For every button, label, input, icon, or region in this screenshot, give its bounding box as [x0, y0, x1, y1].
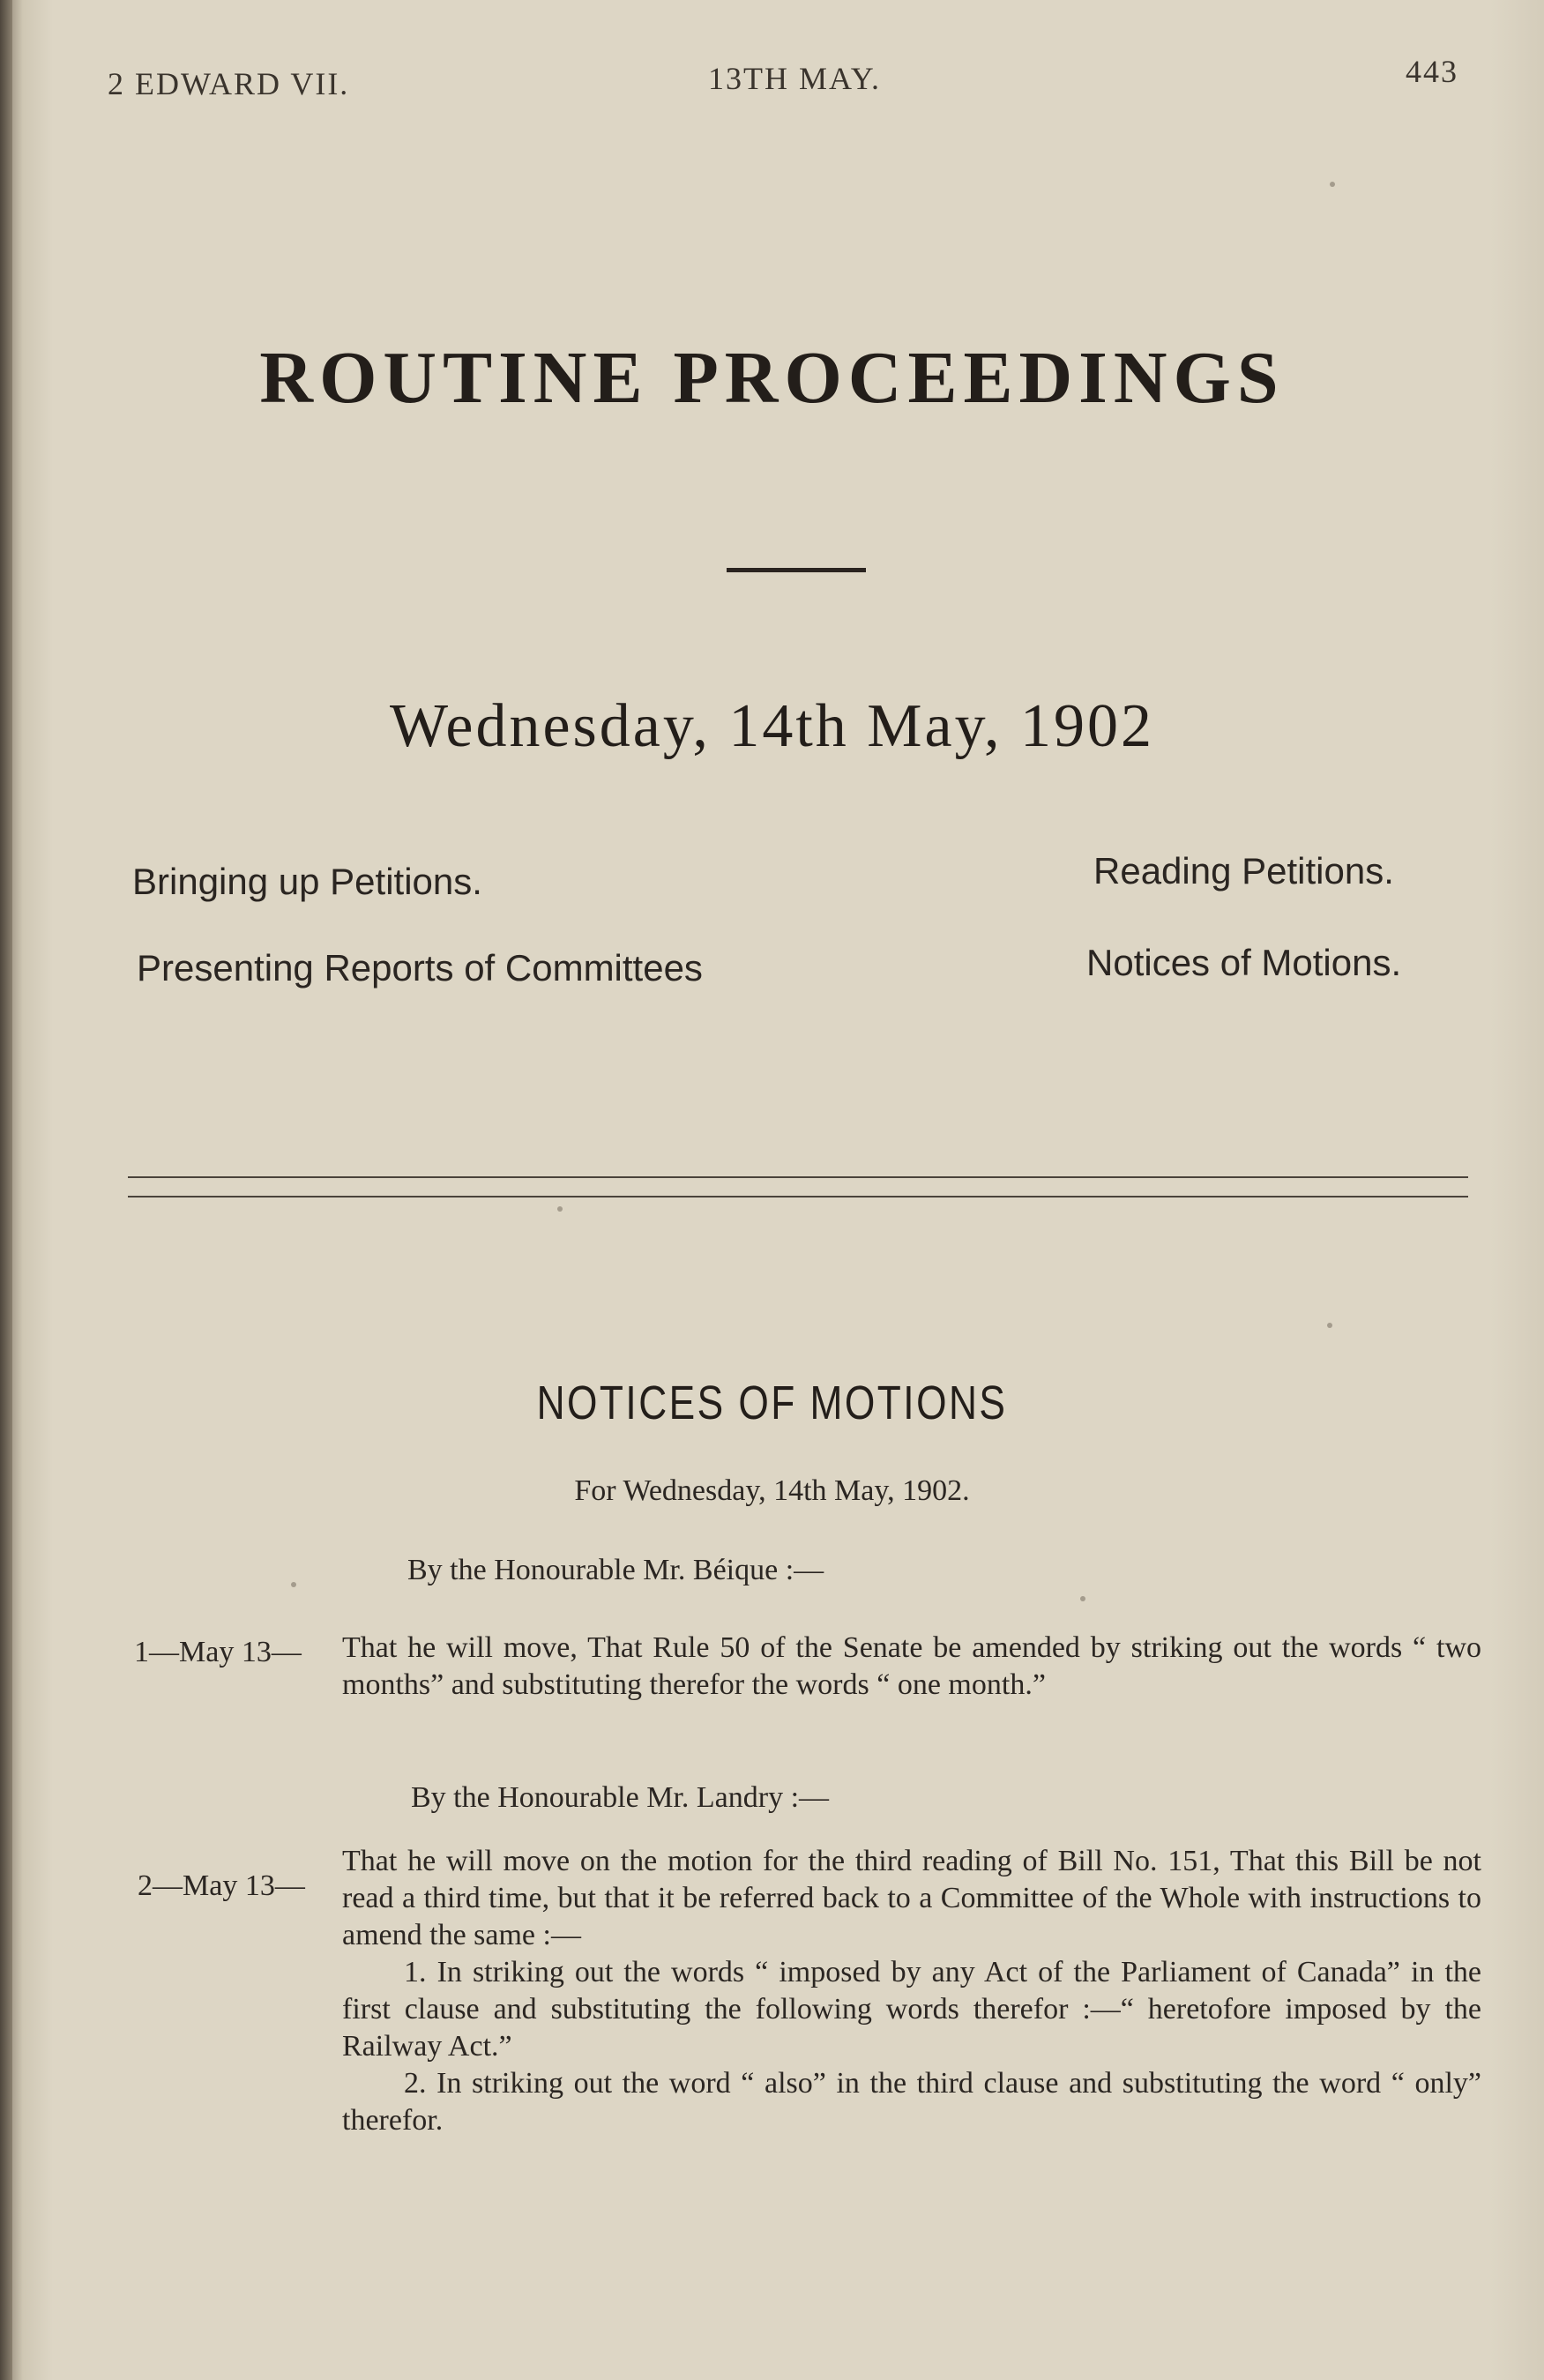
motion-2-text [342, 1843, 1481, 2139]
notices-for-date: For Wednesday, 14th May, 1902. [574, 1474, 970, 1507]
page-title: ROUTINE PROCEEDINGS [259, 337, 1285, 419]
paper-speck [1330, 182, 1335, 187]
routine-item-notices-of-motions: Notices of Motions. [1086, 942, 1402, 983]
motion-1-text [342, 1630, 1481, 1704]
section-rule-top [128, 1176, 1468, 1178]
sitting-date: Wednesday, 14th May, 1902 [389, 692, 1155, 760]
motion-1-mover: By the Honourable Mr. Béique :— [407, 1554, 824, 1586]
routine-item-reading-petitions: Reading Petitions. [1093, 850, 1394, 892]
motion-2-mover: By the Honourable Mr. Landry :— [411, 1781, 830, 1814]
motion-2-paragraph-intro: That he will move on the motion for the third reading of Bill No. 151, That this Bill be not read a third time, but that it be referred back to a Committee of the Whole with instructions to amend the same :— [342, 1845, 1481, 1951]
motion-2-paragraph-item-2: 2. In striking out the word “ also” in the third clause and substituting the word “ only” therefor. [342, 2067, 1481, 2137]
paper-speck [557, 1206, 563, 1212]
running-head-left: 2 EDWARD VII. [108, 66, 350, 101]
motion-1-number: 1—May 13— [134, 1636, 302, 1668]
motion-1-paragraph: That he will move, That Rule 50 of the Senate be amended by striking out the words “ two months” and substituting therefor the words “ one month.” [342, 1631, 1481, 1701]
routine-item-presenting-reports: Presenting Reports of Committees [137, 947, 703, 989]
motion-2-paragraph-item-1: 1. In striking out the words “ imposed by any Act of the Parliament of Canada” in the first clause and substituting the following words therefor :—“ heretofore imposed by the Railway Act.” [342, 1956, 1481, 2063]
running-head-center: 13TH MAY. [708, 61, 882, 96]
section-rule-bottom [128, 1196, 1468, 1197]
paper-speck [1327, 1323, 1332, 1328]
motion-2-number: 2—May 13— [138, 1869, 305, 1902]
paper-speck [1080, 1596, 1085, 1601]
routine-item-bringing-up-petitions: Bringing up Petitions. [132, 861, 482, 902]
page-number: 443 [1406, 54, 1458, 89]
paper-speck [291, 1582, 296, 1587]
notices-heading: NOTICES OF MOTIONS [536, 1377, 1008, 1429]
title-rule [727, 568, 866, 572]
